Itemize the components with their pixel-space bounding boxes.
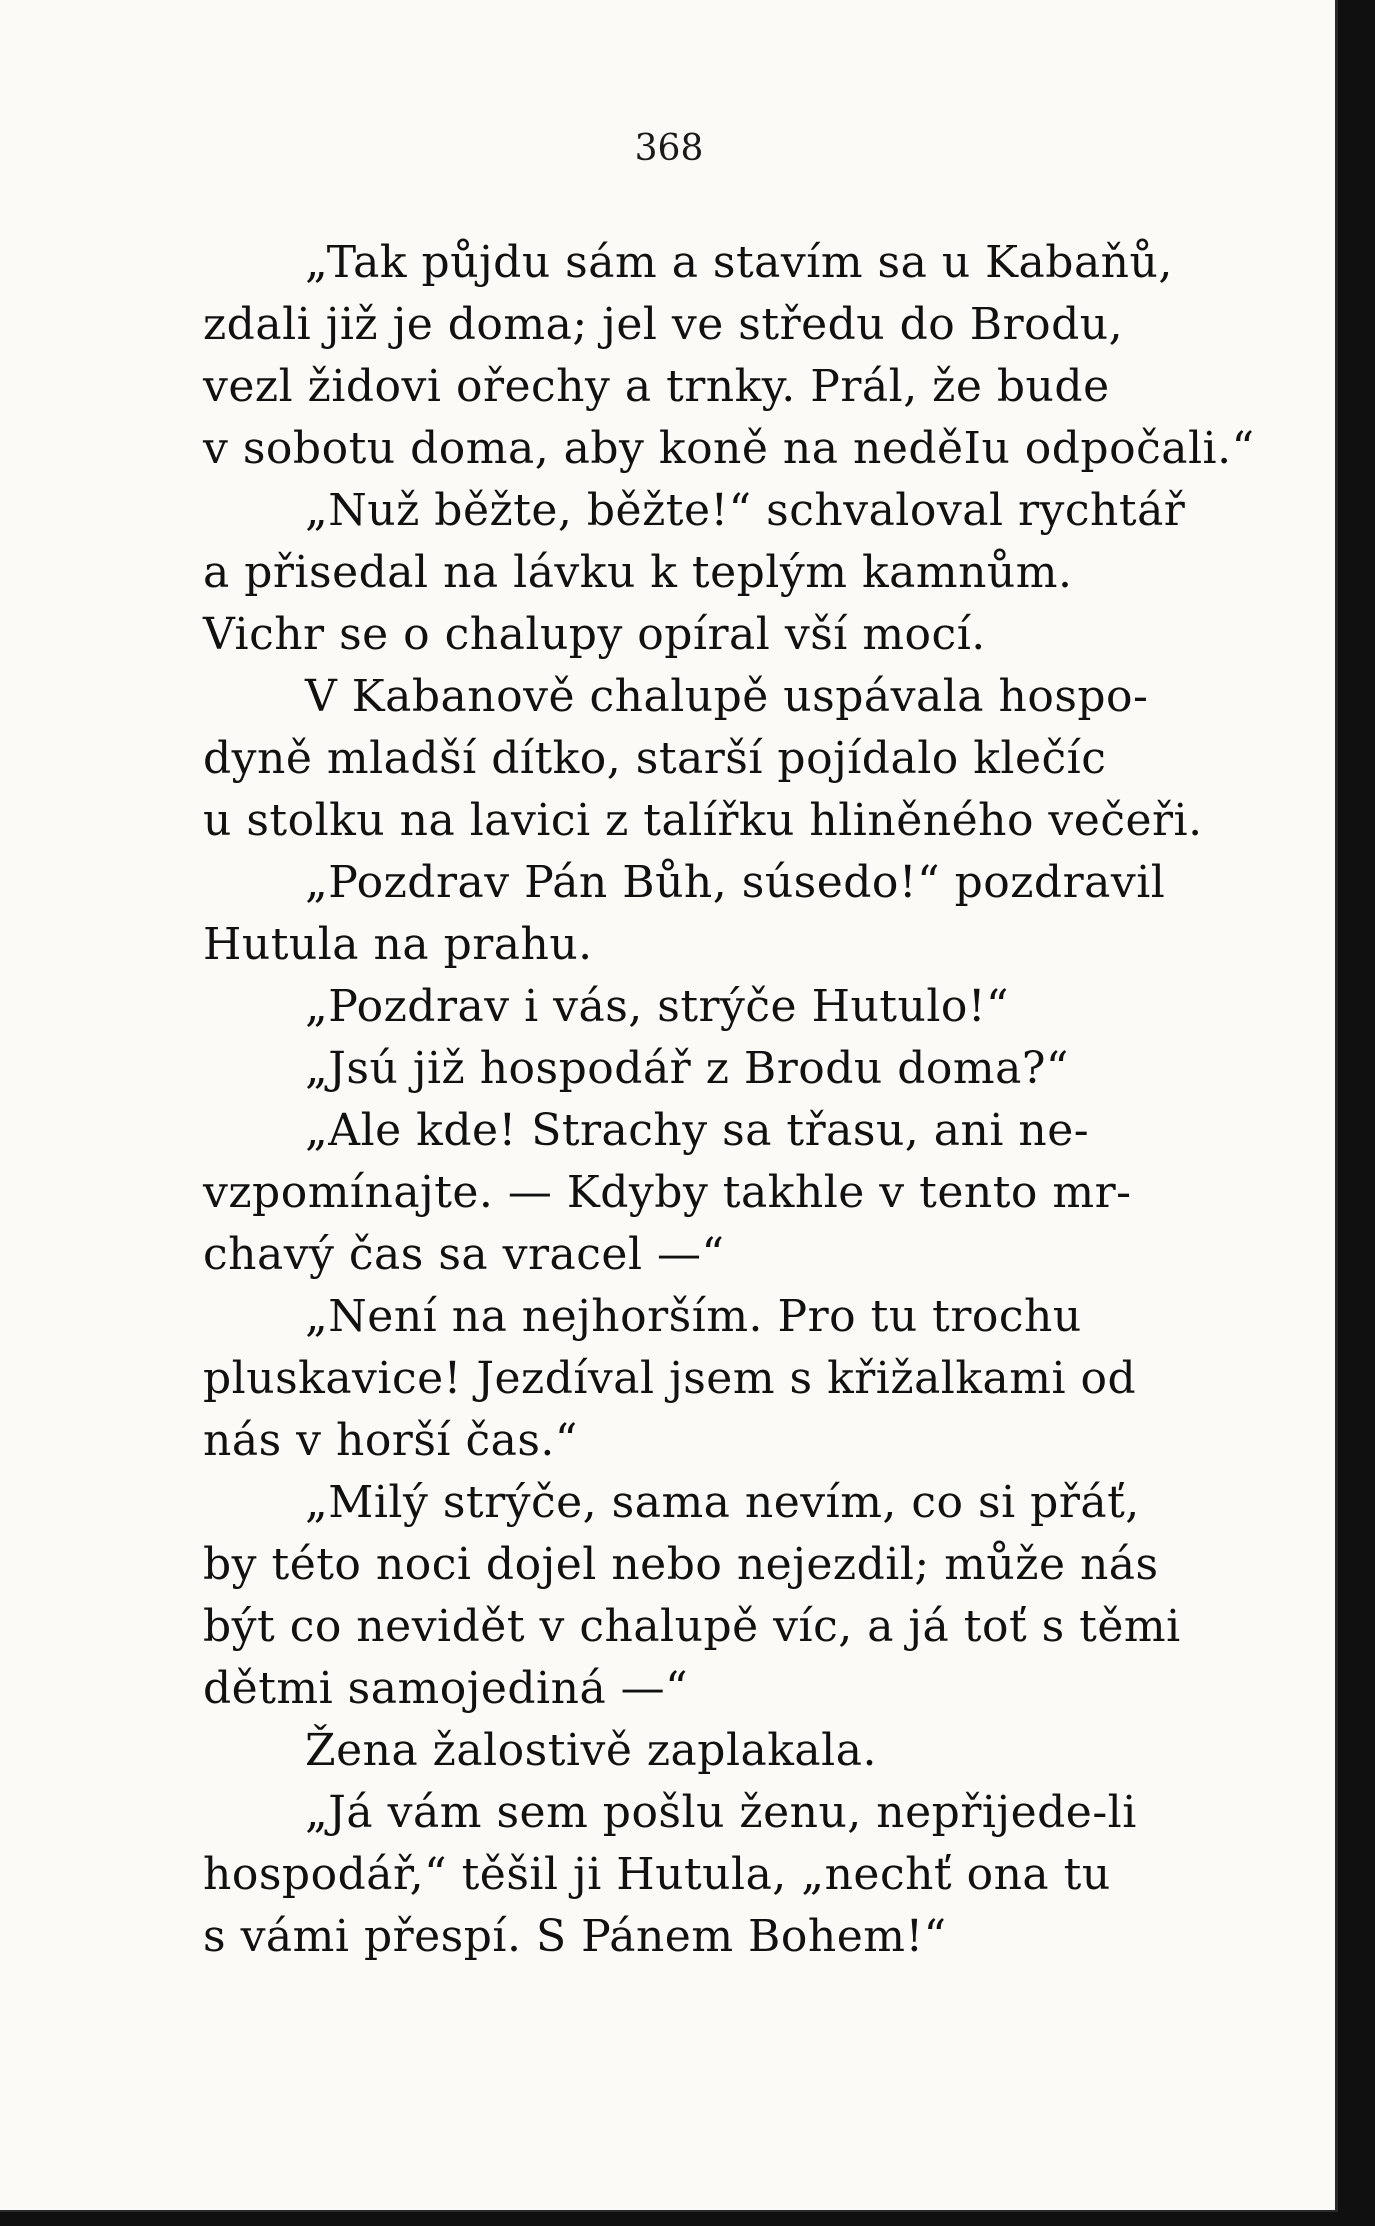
text-line: „Pozdrav i vás, strýče Hutulo!“ bbox=[305, 981, 1010, 1032]
text-line: dětmi samojediná —“ bbox=[203, 1663, 689, 1714]
text-line: v sobotu doma, aby koně na neděIu odpočali.“ bbox=[203, 423, 1255, 474]
text-line: „Není na nejhorším. Pro tu trochu bbox=[305, 1291, 1082, 1342]
text-line: chavý čas sa vracel —“ bbox=[203, 1229, 725, 1280]
text-line: u stolku na lavici z talířku hliněného večeři. bbox=[203, 795, 1203, 846]
text-line: dyně mladší dítko, starší pojídalo klečíc bbox=[203, 733, 1107, 784]
text-line: by této noci dojel nebo nejezdil; může nás bbox=[203, 1539, 1159, 1590]
text-line: „Ale kde! Strachy sa třasu, ani ne- bbox=[305, 1105, 1090, 1156]
text-line: „Nuž běžte, běžte!“ schvaloval rychtář bbox=[305, 485, 1186, 536]
text-line: „Jsú již hospodář z Brodu doma?“ bbox=[305, 1043, 1069, 1094]
text-line: „Já vám sem pošlu ženu, nepřijede-li bbox=[305, 1787, 1137, 1838]
page-number: 368 bbox=[634, 128, 704, 169]
text-line: „Tak půjdu sám a stavím sa u Kabaňů, bbox=[305, 237, 1173, 288]
text-line: s vámi přespí. S Pánem Bohem!“ bbox=[203, 1911, 947, 1962]
text-line: Žena žalostivě zaplakala. bbox=[305, 1725, 877, 1776]
text-line: V Kabanově chalupě uspávala hospo- bbox=[305, 671, 1149, 722]
text-line: zdali již je doma; jel ve středu do Brodu, bbox=[203, 299, 1124, 350]
text-line: pluskavice! Jezdíval jsem s křižalkami od bbox=[203, 1353, 1137, 1404]
text-line: nás v horší čas.“ bbox=[203, 1415, 578, 1466]
text-line: vezl židovi ořechy a trnky. Prál, že bude bbox=[203, 361, 1110, 412]
text-line: hospodář,“ těšil ji Hutula, „nechť ona tu bbox=[203, 1849, 1111, 1900]
text-line: být co nevidět v chalupě víc, a já toť s těmi bbox=[203, 1601, 1181, 1652]
text-line: Vichr se o chalupy opíral vší mocí. bbox=[203, 609, 986, 660]
text-line: „Milý strýče, sama nevím, co si přáť, bbox=[305, 1477, 1140, 1528]
text-line: a přisedal na lávku k teplým kamnům. bbox=[203, 547, 1073, 598]
text-line: vzpomínajte. — Kdyby takhle v tento mr- bbox=[203, 1167, 1132, 1218]
text-line: Hutula na prahu. bbox=[203, 919, 593, 970]
text-line: „Pozdrav Pán Bůh, súsedo!“ pozdravil bbox=[305, 857, 1166, 908]
